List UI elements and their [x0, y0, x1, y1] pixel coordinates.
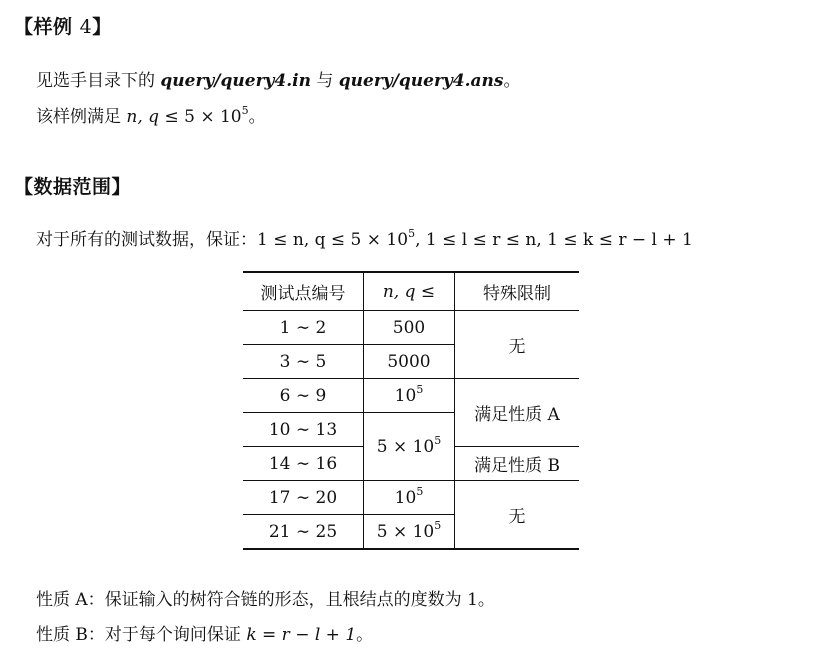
period: 。 [503, 71, 521, 91]
test-range-cell: 17 ∼ 20 [243, 481, 364, 515]
bracket-close: 】 [92, 16, 112, 38]
sample-constraint-exp: 5 [241, 104, 249, 117]
sample-heading [14, 12, 112, 39]
test-range-cell: 14 ∼ 16 [243, 447, 364, 481]
limit-exp: 5 [416, 382, 424, 396]
special-cell: 满足性质 B [455, 447, 580, 481]
range-constraint-a: 1 ≤ n, q ≤ 5 × 10 [257, 230, 409, 250]
range-constraint-exp: 5 [408, 227, 416, 240]
special-cell: 满足性质 A [455, 379, 580, 447]
header-test-id: 测试点编号 [243, 272, 364, 311]
header-special: 特殊限制 [455, 272, 580, 311]
table-row [243, 311, 579, 345]
sample-heading-label: 样例 [33, 16, 73, 38]
limit-cell-merged [364, 413, 455, 481]
limit-cell: 500 [364, 311, 455, 345]
test-range-cell: 10 ∼ 13 [243, 413, 364, 447]
limit-cell [364, 481, 455, 515]
sample-number: 4 [79, 16, 93, 38]
test-range-cell: 3 ∼ 5 [243, 345, 364, 379]
sample-constraint-prefix: 该样例满足 [36, 107, 121, 127]
property-b-line [36, 620, 373, 645]
limit-base: 10 [394, 385, 417, 406]
property-b-text: 对于每个询问保证 [104, 625, 241, 645]
range-heading-label: 数据范围 [33, 176, 112, 198]
property-a-label: 性质 A： [36, 590, 105, 610]
test-range-cell: 1 ∼ 2 [243, 311, 364, 345]
limit-base: 10 [394, 487, 417, 508]
limit-exp: 5 [416, 484, 424, 498]
test-limits-table [243, 271, 579, 550]
period: 。 [356, 625, 374, 645]
limit-exp: 5 [434, 518, 442, 532]
range-constraint-line [36, 225, 693, 250]
limit-base: 5 × 10 [376, 436, 435, 457]
range-heading [14, 172, 131, 199]
bracket-open: 【 [14, 176, 34, 198]
range-constraint-b: , 1 ≤ l ≤ r ≤ n, 1 ≤ k ≤ r − l + 1 [415, 230, 693, 250]
sample-constraint-vars: n, q [126, 107, 160, 127]
bracket-open: 【 [14, 16, 34, 38]
limit-base: 5 × 10 [376, 521, 435, 542]
answer-file-name: query/query4.ans [338, 71, 504, 91]
table-row [243, 379, 579, 413]
special-cell: 无 [455, 311, 580, 379]
input-file-name: query/query4.in [160, 71, 311, 91]
range-intro: 对于所有的测试数据，保证： [36, 230, 257, 250]
sample-files-line [36, 66, 521, 91]
bracket-close: 】 [111, 176, 132, 198]
table-row [243, 481, 579, 515]
test-range-cell: 6 ∼ 9 [243, 379, 364, 413]
limit-cell: 5000 [364, 345, 455, 379]
conjunction: 与 [316, 71, 334, 91]
limit-cell [364, 515, 455, 550]
period: 。 [248, 107, 266, 127]
header-nq-limit: n, q ≤ [364, 272, 455, 311]
special-cell: 无 [455, 481, 580, 550]
limit-cell [364, 379, 455, 413]
table-header-row [243, 272, 579, 311]
test-range-cell: 21 ∼ 25 [243, 515, 364, 550]
property-b-math: k = r − l + 1 [246, 625, 357, 645]
sample-constraint-rel: ≤ 5 × 10 [159, 107, 242, 127]
sample-files-prefix: 见选手目录下的 [36, 71, 155, 91]
property-a-text: 保证输入的树符合链的形态，且根结点的度数为 1。 [104, 590, 495, 610]
property-a-line [36, 585, 495, 610]
sample-constraint-line [36, 102, 266, 127]
property-b-label: 性质 B： [36, 625, 105, 645]
limit-exp: 5 [434, 433, 442, 447]
